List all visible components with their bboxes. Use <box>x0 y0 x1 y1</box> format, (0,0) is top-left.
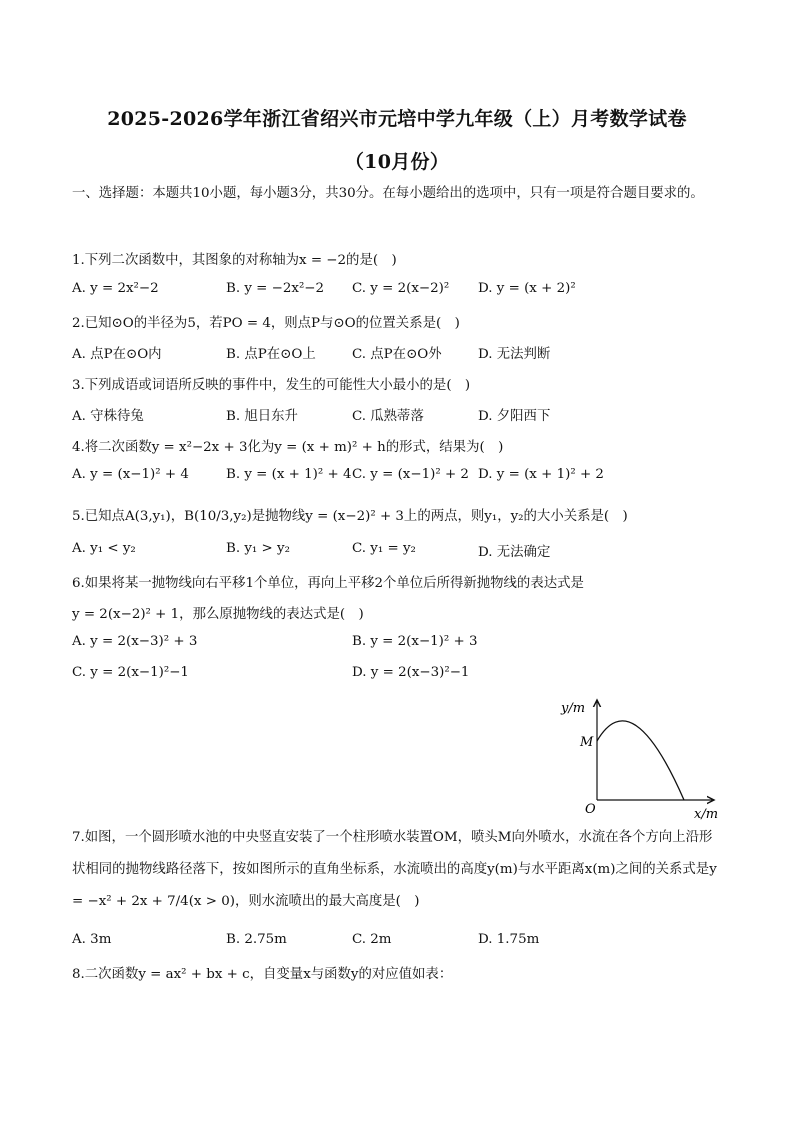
y-axis-label: y/m <box>561 701 586 716</box>
x-axis-label: x/m <box>694 807 719 822</box>
question-4-option-b: B. y = (x + 1)² + 4 <box>226 467 352 482</box>
question-3-option-a: A. 守株待兔 <box>72 409 144 424</box>
question-5-option-c: C. y₁ = y₂ <box>352 541 416 556</box>
question-1-option-b: B. y = −2x²−2 <box>226 281 325 296</box>
question-4-option-c: C. y = (x−1)² + 2 <box>352 467 469 482</box>
question-7-option-b: B. 2.75m <box>226 932 287 947</box>
question-2-option-c: C. 点P在⊙O外 <box>352 347 442 362</box>
question-6-option-b: B. y = 2(x−1)² + 3 <box>352 634 478 649</box>
question-5-stem: 5.已知点A(3,y₁)，B(10/3,y₂)是抛物线y = (x−2)² + 3上的两点，则y₁，y₂的大小关系是( ) <box>72 509 628 524</box>
question-3-option-c: C. 瓜熟蒂落 <box>352 409 424 424</box>
question-3-option-b: B. 旭日东升 <box>226 409 298 424</box>
question-7-option-d: D. 1.75m <box>478 932 540 947</box>
question-2-option-d: D. 无法判断 <box>478 347 551 362</box>
question-1-option-a: A. y = 2x²−2 <box>72 281 159 296</box>
question-2-stem: 2.已知⊙O的半径为5，若PO = 4，则点P与⊙O的位置关系是( ) <box>72 316 460 331</box>
exam-title: 2025-2026学年浙江省绍兴市元培中学九年级（上）月考数学试卷 <box>107 108 687 130</box>
section-header: 一、选择题：本题共10小题，每小题3分，共30分。在每小题给出的选项中，只有一项是符合题目要求的。 <box>72 186 704 201</box>
question-6-stem: 6.如果将某一抛物线向右平移1个单位，再向上平移2个单位后所得新抛物线的表达式是 <box>72 576 584 591</box>
question-3-option-d: D. 夕阳西下 <box>478 409 551 424</box>
water-parabola <box>597 721 684 800</box>
question-6-option-d: D. y = 2(x−3)²−1 <box>352 665 470 680</box>
question-1-option-c: C. y = 2(x−2)² <box>352 281 450 296</box>
question-4-option-d: D. y = (x + 1)² + 2 <box>478 467 604 482</box>
question-2-option-b: B. 点P在⊙O上 <box>226 347 316 362</box>
question-7-stem: 7.如图，一个圆形喷水池的中央竖直安装了一个柱形喷水装置OM，喷头M向外喷水，水流在各个方向上沿形状相同的抛物线路径落下，按如图所示的直角坐标系，水流喷出的高度y(m)与水平距离x(m)之间的关系式是y = −x² + 2x + 7/4(x > 0)，则水流喷出的最大高度是( ) <box>72 830 717 909</box>
question-4-stem: 4.将二次函数y = x²−2x + 3化为y = (x + m)² + h的形式，结果为( ) <box>72 440 504 455</box>
question-6-stem-continued: y = 2(x−2)² + 1，那么原抛物线的表达式是( ) <box>72 607 364 622</box>
origin-label: O <box>585 802 596 817</box>
question-7-option-c: C. 2m <box>352 932 392 947</box>
parabola-figure <box>558 694 728 824</box>
question-5-option-b: B. y₁ > y₂ <box>226 541 290 556</box>
question-8-stem: 8.二次函数y = ax² + bx + c，自变量x与函数y的对应值如表： <box>72 967 453 982</box>
question-6-option-c: C. y = 2(x−1)²−1 <box>72 665 189 680</box>
question-1-stem: 1.下列二次函数中，其图象的对称轴为x = −2的是( ) <box>72 253 397 268</box>
question-4-option-a: A. y = (x−1)² + 4 <box>72 467 189 482</box>
exam-subtitle: （10月份） <box>344 151 450 173</box>
question-1-option-d: D. y = (x + 2)² <box>478 281 576 296</box>
question-6-option-a: A. y = 2(x−3)² + 3 <box>72 634 198 649</box>
question-2-option-a: A. 点P在⊙O内 <box>72 347 162 362</box>
point-m-label: M <box>580 735 594 750</box>
question-3-stem: 3.下列成语或词语所反映的事件中，发生的可能性大小最小的是( ) <box>72 378 471 393</box>
question-5-option-a: A. y₁ < y₂ <box>72 541 136 556</box>
question-5-option-d: D. 无法确定 <box>478 545 551 560</box>
question-7-option-a: A. 3m <box>72 932 112 947</box>
